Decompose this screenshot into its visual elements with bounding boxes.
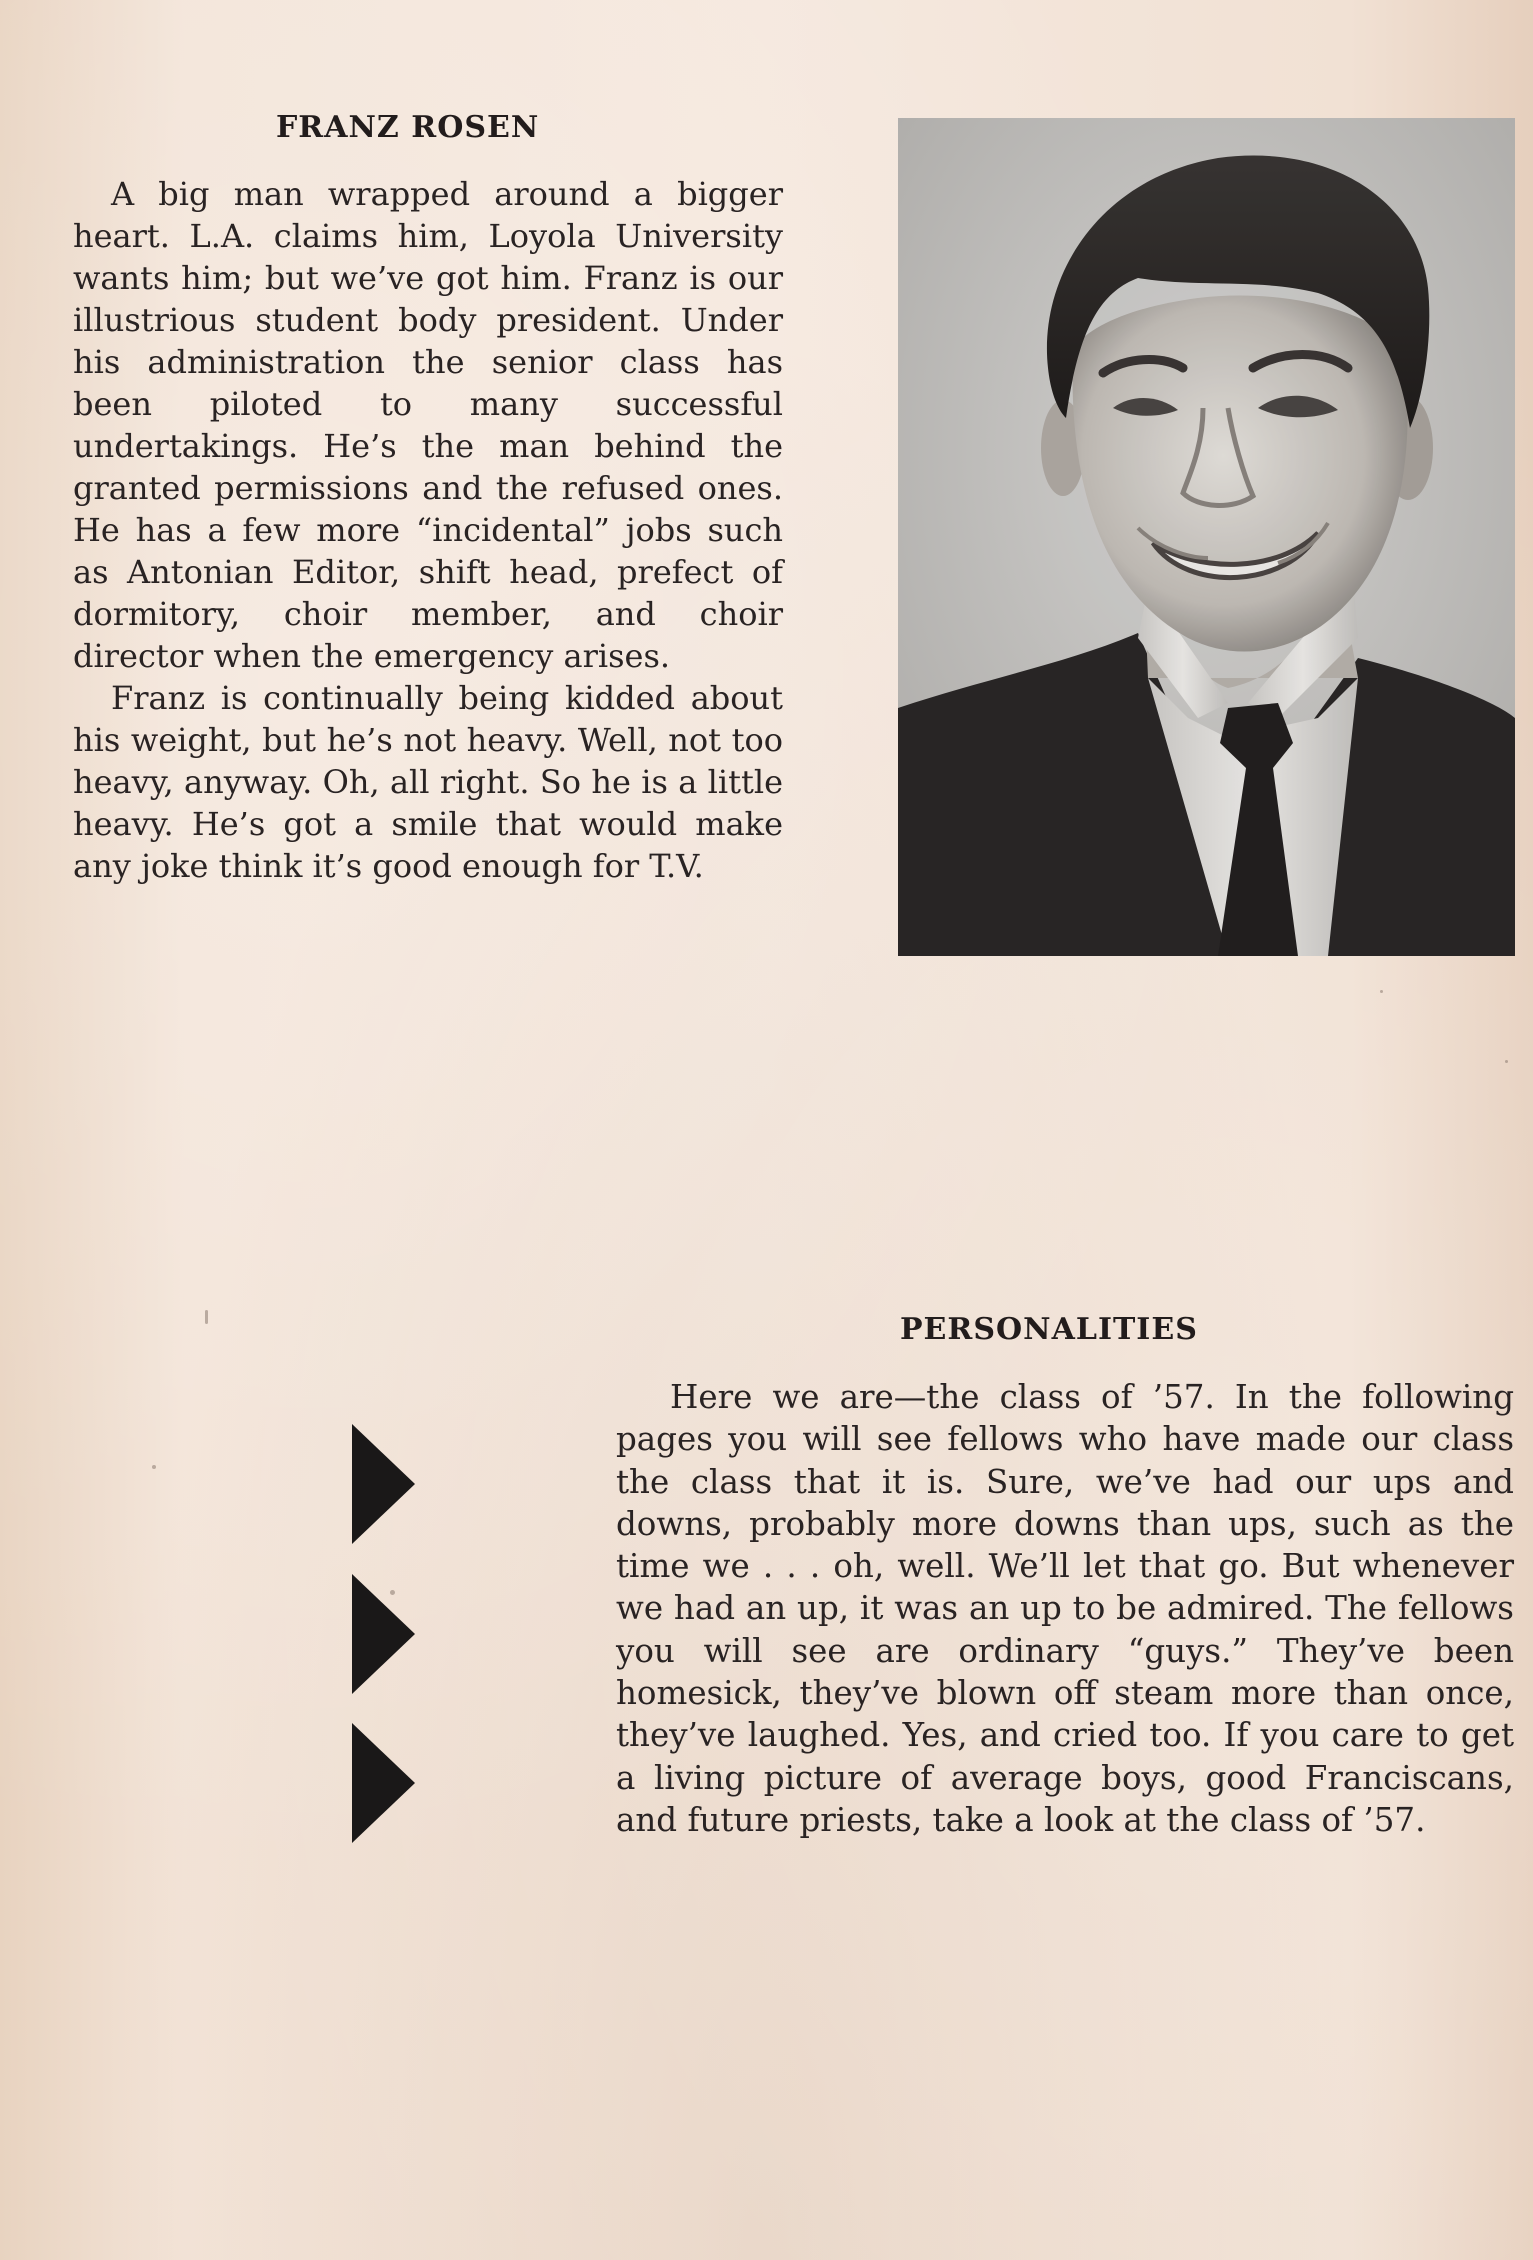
triangle-bullets bbox=[352, 1424, 418, 1844]
paper-speck bbox=[390, 1590, 395, 1595]
personalities-heading: PERSONALITIES bbox=[900, 1312, 1198, 1347]
triangle-arrow-icon bbox=[352, 1424, 415, 1544]
triangle-arrow-icon bbox=[352, 1723, 415, 1843]
personalities-paragraph: Here we are—the class of ’57. In the following pages you will see fellows who have made our class the class that it is. Sure, we’ve had our ups and downs, probably more downs than ups, such as the time we . . . oh, well. We’ll let that go. But whenever we had an up, it was an up to be admired. The fellows you will see are ordinary “guys.” They’ve been homesick, they’ve blown off steam more than once, they’ve laughed. Yes, and cried too. If you care to get a living picture of average boys, good Franciscans, and future priests, take a look at the class of ’57. bbox=[616, 1378, 1514, 1839]
personalities-text bbox=[616, 1376, 1514, 1841]
bio-heading: FRANZ ROSEN bbox=[276, 110, 540, 145]
bio-paragraph-1: A big man wrapped around a bigger heart. L.A. claims him, Loyola University wants him; but we’ve got him. Franz is our illustrious student body president. Under his administration the senior class has been piloted to many successful undertakings. He’s the man behind the granted permissions and the refused ones. He has a few more “incidental” jobs such as Antonian Editor, shift head, prefect of dormitory, choir member, and choir director when the emergency arises. bbox=[73, 175, 783, 675]
paper-speck bbox=[1505, 1060, 1508, 1063]
portrait-photo bbox=[898, 118, 1515, 956]
paper-speck bbox=[152, 1465, 156, 1469]
paper-speck bbox=[1380, 990, 1383, 993]
bio-paragraph-2: Franz is continually being kidded about his weight, but he’s not heavy. Well, not too heavy, anyway. Oh, all right. So he is a little heavy. He’s got a smile that would make any joke think it’s good enough for T.V. bbox=[73, 679, 783, 885]
paper-speck bbox=[205, 1310, 208, 1324]
triangle-arrow-icon bbox=[352, 1574, 415, 1694]
bio-text bbox=[73, 173, 783, 887]
